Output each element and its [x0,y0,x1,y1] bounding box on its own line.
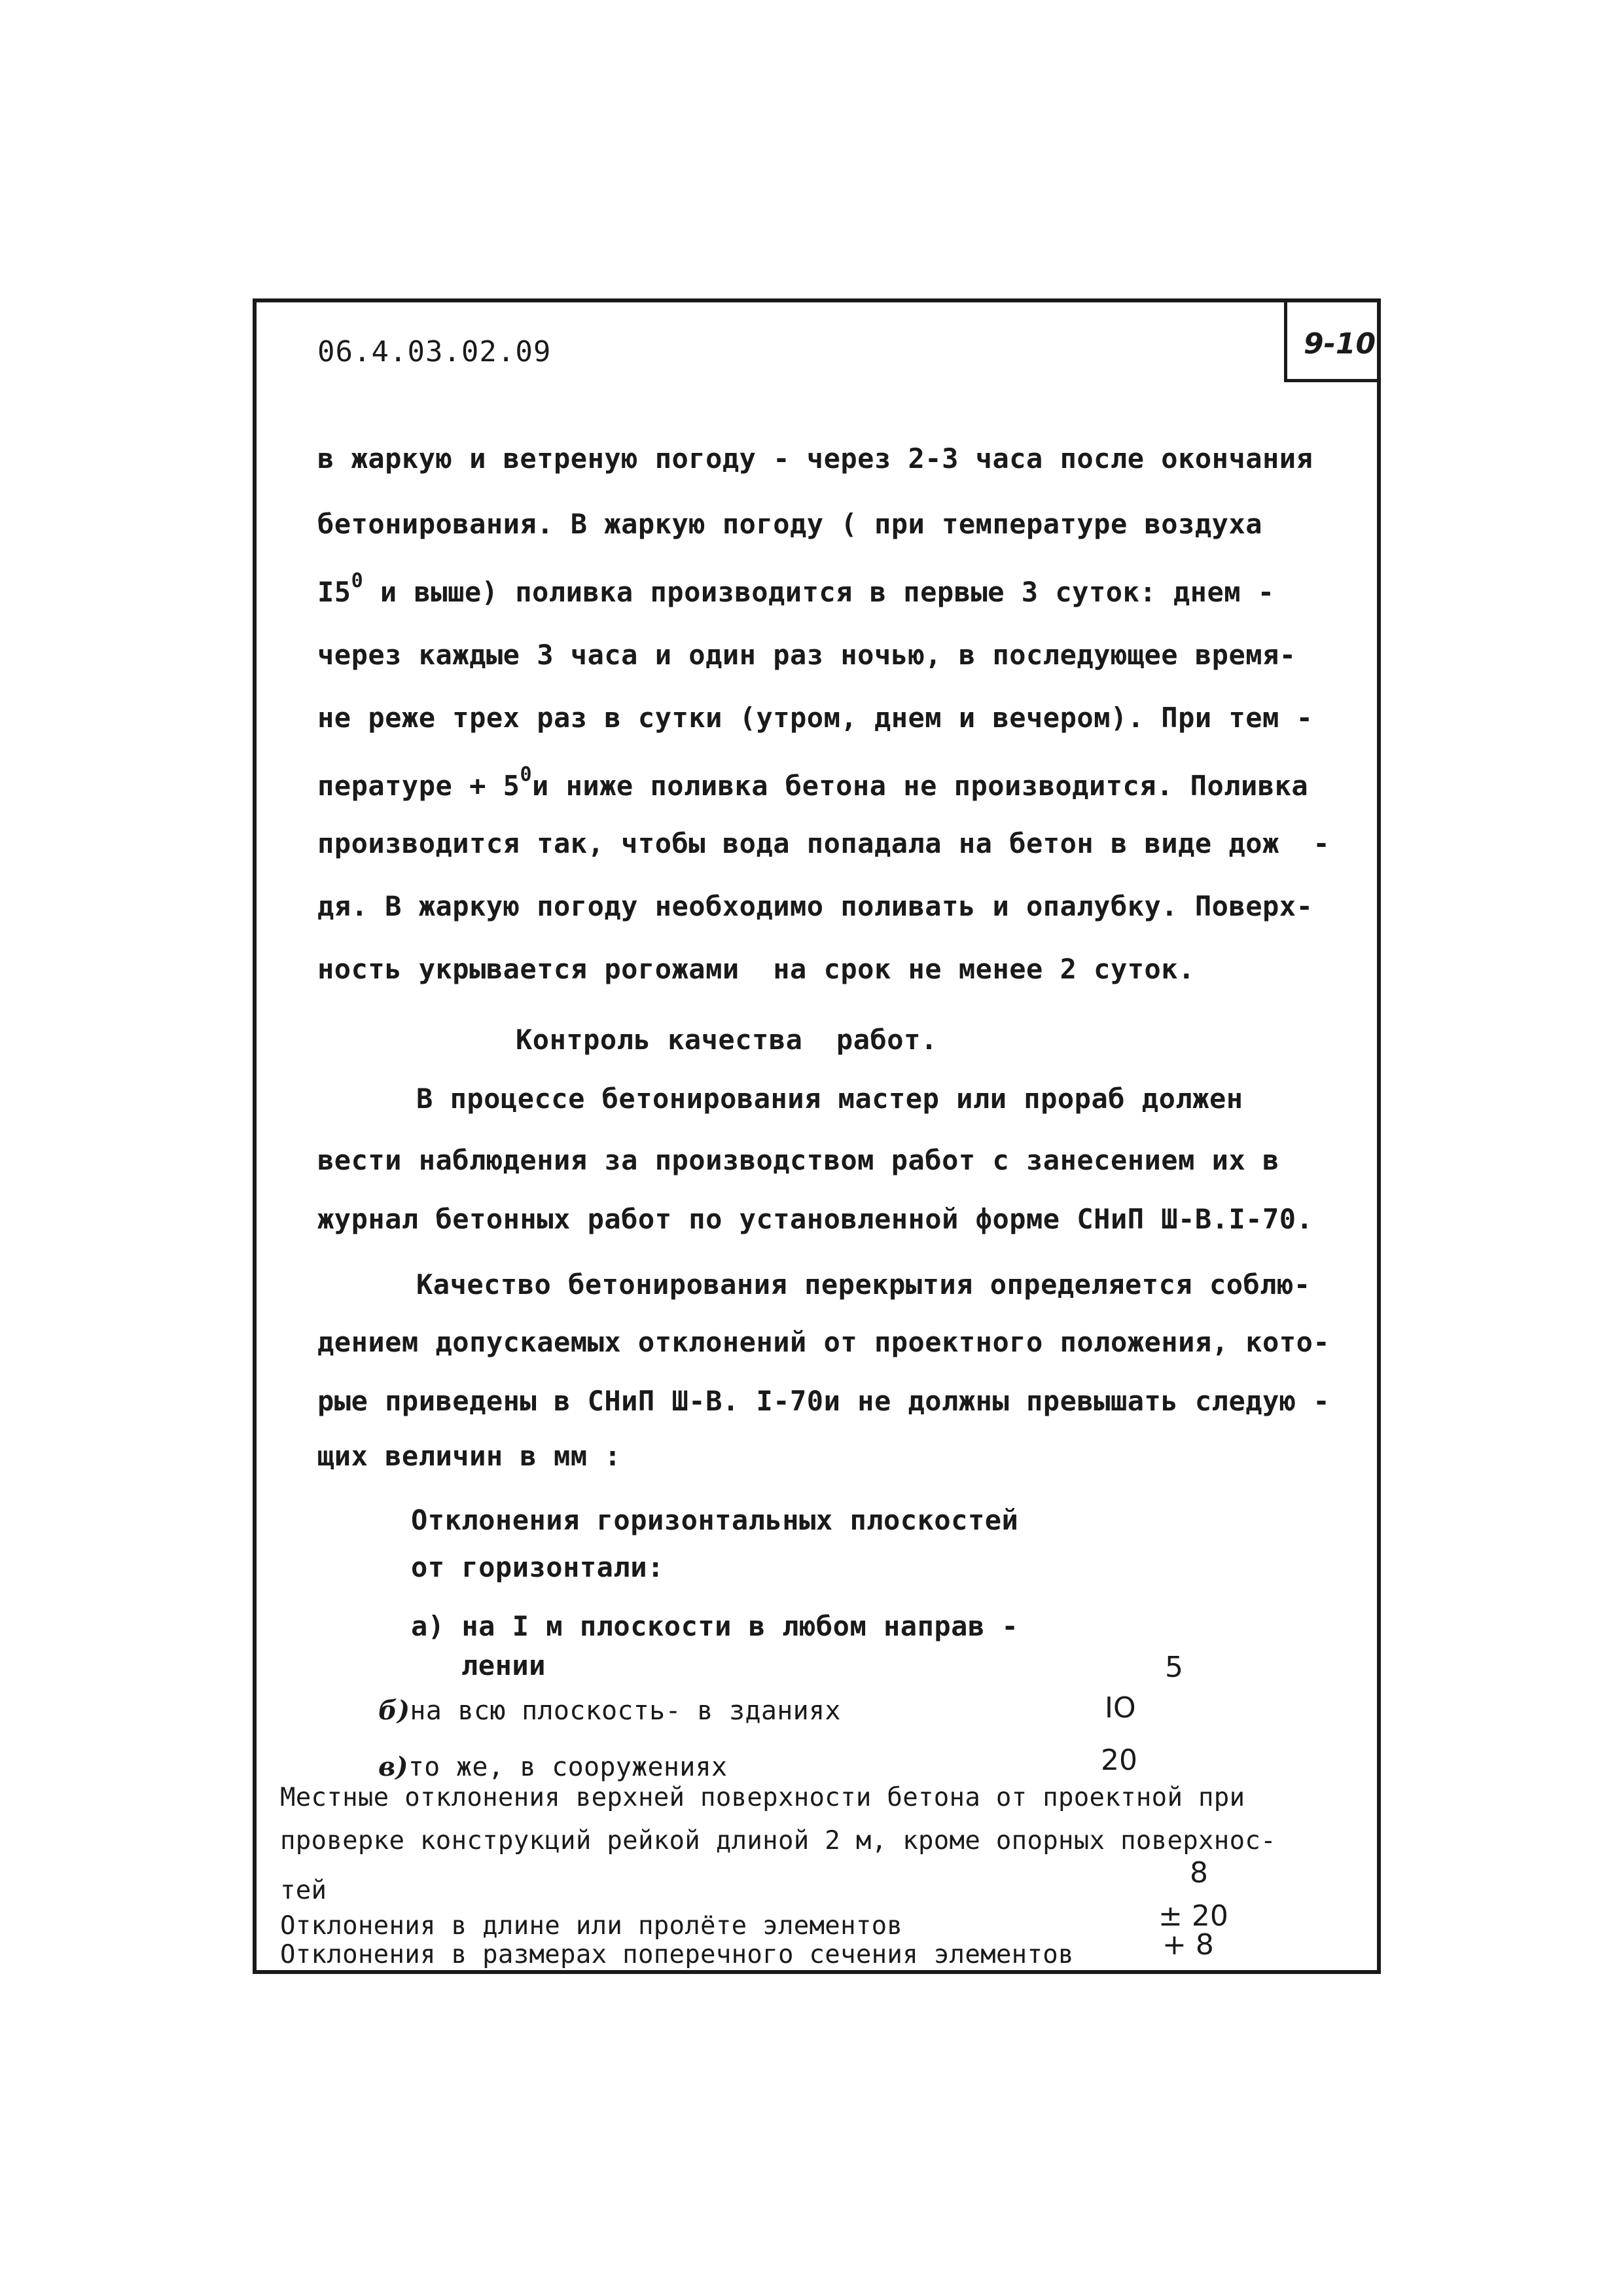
section-title: Контроль качества работ. [516,1024,938,1056]
paragraph-line-1: В процессе бетонирования мастер или прораб должен [416,1083,1243,1115]
item-c [378,1751,727,1782]
local-deviation-line-2: проверке конструкций рейкой длиной 2 м, кроме опорных поверхнос- [280,1826,1276,1856]
degree-superscript: 0 [520,763,532,786]
text-line-3 [317,569,1275,608]
item-b [378,1695,841,1726]
paragraph-line-6: рые приведены в СНиП Ш-В. I-70и не должны превышать следую - [317,1385,1330,1417]
text-line-8: дя. В жаркую погоду необходимо поливать и опалубку. Поверх- [317,890,1313,922]
item-b-marker: б) [378,1695,410,1726]
local-deviation-line-1: Местные отклонения верхней поверхности бетона от проектной при [280,1783,1245,1812]
item-c-value: 20 [1101,1744,1137,1777]
length-deviation-value: ± 20 [1158,1899,1228,1933]
paragraph-line-7: щих величин в мм : [317,1440,622,1472]
paragraph-line-4: Качество бетонирования перекрытия определяется соблю- [416,1268,1311,1300]
degree-superscript: 0 [351,569,364,592]
section-deviation-value: + 8 [1162,1928,1214,1962]
item-c-text: то же, в сооружениях [408,1752,728,1782]
paragraph-line-3: журнал бетонных работ по установленной форме СНиП Ш-В.I-70. [317,1203,1313,1235]
text-line-1: в жаркую и ветреную погоду - через 2-3 часа после окончания [317,442,1313,475]
paragraph-line-5: дением допускаемых отклонений от проектного положения, кото- [317,1326,1330,1358]
item-b-value: IO [1105,1691,1136,1725]
local-deviation-line-3: тей [280,1876,327,1905]
item-b-text: на всю плоскость- в зданиях [410,1696,841,1726]
item-a-line-1: а) на I м плоскости в любом направ - [411,1610,1019,1642]
text-line-9: ность укрывается рогожами на срок не менее 2 суток. [317,953,1195,985]
item-c-marker: в) [378,1751,408,1782]
document-number: 06.4.03.02.09 [317,335,552,368]
paragraph-line-2: вести наблюдения за производством работ с занесением их в [317,1144,1279,1176]
local-deviation-value: 8 [1190,1856,1208,1890]
text-line-4: через каждые 3 часа и один раз ночью, в последующее время- [317,639,1296,671]
page-number: 9-10 [1304,327,1376,361]
text-line-7: производится так, чтобы вода попадала на бетон в виде дож - [317,827,1330,859]
text-line-6-start: пературе + 5 [317,770,520,802]
text-line-6-rest: и ниже поливка бетона не производится. Поливка [532,770,1309,802]
item-a-line-2: лении [461,1649,546,1681]
deviation-title-line-1: Отклонения горизонтальных плоскостей [411,1504,1019,1536]
item-a-value: 5 [1165,1651,1183,1684]
text-line-3-start: I5 [317,576,351,608]
text-line-5: не реже трех раз в сутки (утром, днем и вечером). При тем - [317,702,1313,734]
text-line-6 [317,763,1308,802]
text-line-3-rest: и выше) поливка производится в первые 3 суток: днем - [363,576,1275,608]
section-deviation: Отклонения в размерах поперечного сечения элементов [280,1940,1074,1969]
deviation-title-line-2: от горизонтали: [411,1551,664,1583]
length-deviation: Отклонения в длине или пролёте элементов [280,1911,903,1941]
text-line-2: бетонирования. В жаркую погоду ( при температуре воздуха [317,508,1263,540]
